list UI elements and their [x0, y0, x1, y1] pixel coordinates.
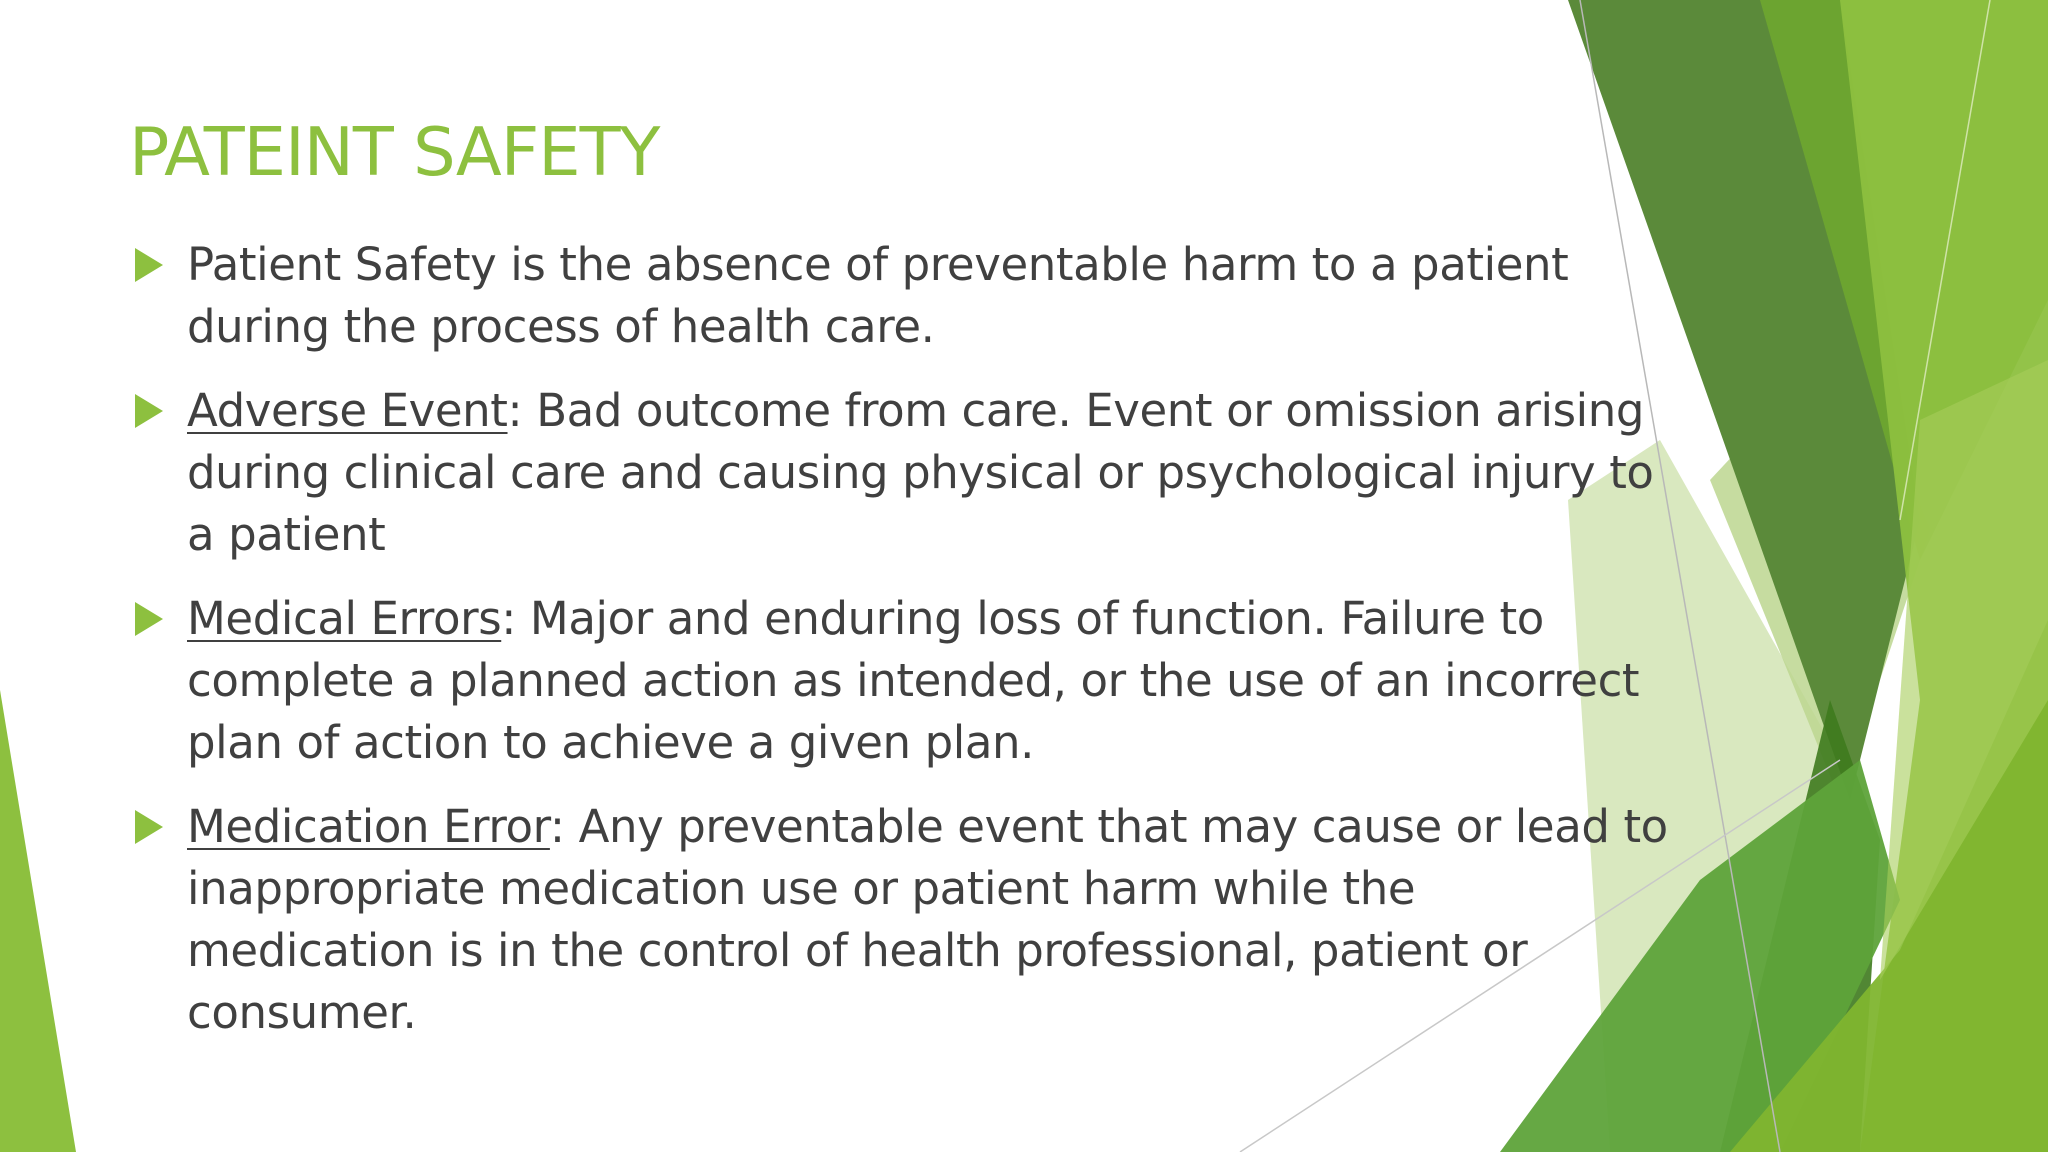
- bullet-item-medical-errors: [132, 588, 1672, 774]
- triangle-arrow-icon: [135, 248, 163, 282]
- bullet-text: Major and enduring loss of function. Failure to complete a planned action as intended, or the use of an incorrect plan of action to achieve a given plan.: [187, 592, 1640, 769]
- triangle-arrow-icon: [135, 602, 163, 636]
- bullet-list: [132, 234, 1672, 1066]
- bullet-term: Medication Error: [187, 800, 550, 853]
- bullet-separator: :: [507, 384, 523, 437]
- bullet-item-patient-safety: [132, 234, 1672, 358]
- bullet-text: Patient Safety is the absence of preventable harm to a patient during the process of health care.: [187, 238, 1569, 353]
- left-edge-facet: [0, 690, 76, 1152]
- bullet-item-medication-error: [132, 796, 1672, 1044]
- triangle-arrow-icon: [135, 394, 163, 428]
- triangle-arrow-icon: [135, 810, 163, 844]
- bullet-separator: :: [549, 800, 565, 853]
- bullet-item-adverse-event: [132, 380, 1672, 566]
- bullet-term: Medical Errors: [187, 592, 502, 645]
- slide-title: PATEINT SAFETY: [129, 113, 660, 191]
- bullet-separator: :: [501, 592, 516, 645]
- bullet-term: Adverse Event: [187, 384, 508, 437]
- bullet-text: Bad outcome from care. Event or omission arising during clinical care and causing physical or psychological injury to a patient: [187, 384, 1654, 561]
- bullet-text: Any preventable event that may cause or lead to inappropriate medication use or patient harm while the medication is in the control of health professional, patient or consumer.: [187, 800, 1668, 1039]
